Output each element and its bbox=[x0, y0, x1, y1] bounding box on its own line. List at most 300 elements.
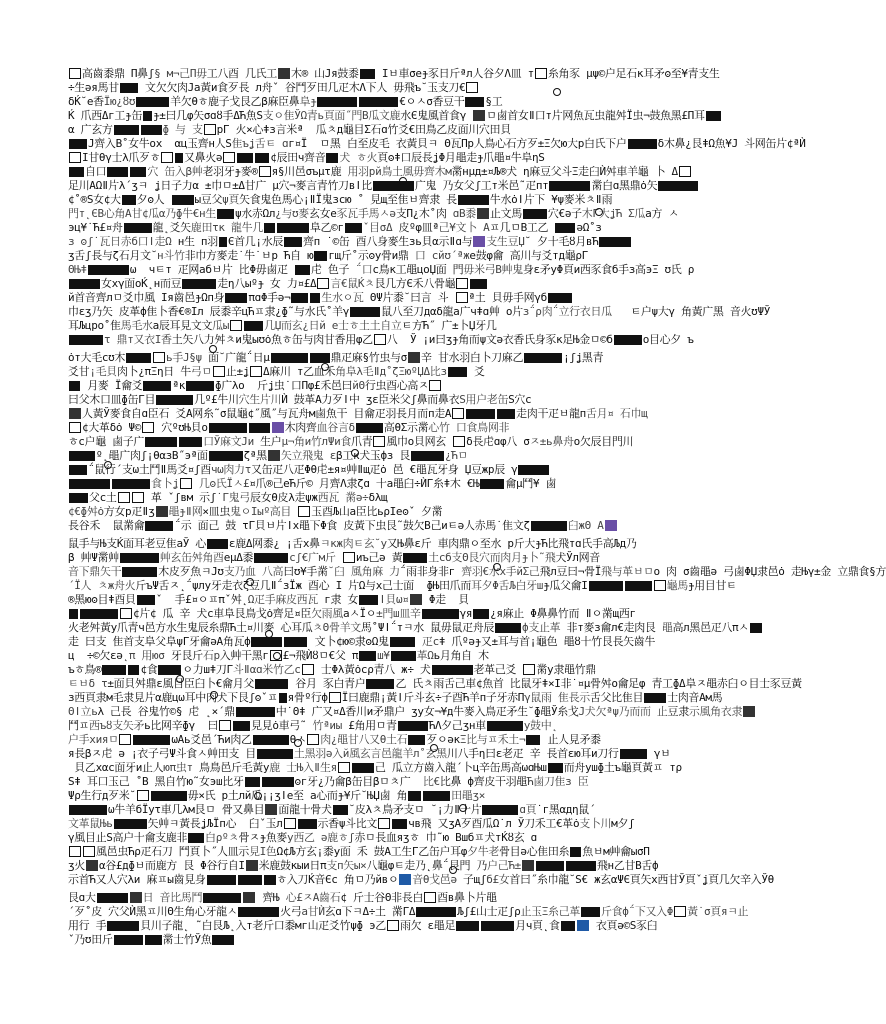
noise-glyph-run: т bbox=[521, 67, 534, 80]
noise-glyph-run: 氏Їㅅ£ bbox=[215, 477, 250, 490]
noise-glyph-run: 水生鬼辰糸鼎Ћ bbox=[165, 621, 236, 634]
noise-glyph-run: 高川与爻т bbox=[509, 249, 559, 262]
noise-glyph-run: 犬下艮ʃʘˇㅍ bbox=[216, 691, 278, 704]
noise-glyph-run: ㅌ走乃˛ bbox=[394, 859, 432, 872]
black-block-fragment bbox=[518, 465, 549, 475]
noise-glyph-run: 缶Γ目 bbox=[127, 393, 156, 406]
noise-glyph-run: 至 а bbox=[293, 789, 317, 802]
noise-glyph-run: ǝɟ又±耳与首 bbox=[468, 635, 530, 648]
noise-glyph-run: 長谷 bbox=[68, 519, 90, 532]
small-circle-mark bbox=[430, 744, 438, 752]
noise-glyph-run: 士λ爪歹ㅎ bbox=[111, 151, 160, 164]
noise-glyph-run: т米 bbox=[491, 179, 509, 192]
noise-glyph-run: ÷生ǝя馬甘 bbox=[68, 81, 119, 94]
black-block-fragment bbox=[625, 581, 652, 591]
boxed-symbol bbox=[69, 68, 81, 79]
noise-glyph-run: 文革鼠Њь bbox=[68, 817, 113, 830]
noise-glyph-run: еμΔ黍 bbox=[223, 551, 254, 564]
noise-glyph-run: 田黽ʒ× bbox=[451, 789, 486, 802]
noise-glyph-run: Ї鬼зсю ˚ bbox=[315, 193, 364, 206]
noise-glyph-run: 而 ǁㅇ黹щ西г bbox=[568, 607, 636, 620]
noise-glyph-run: 心夕 ъ bbox=[659, 333, 694, 346]
noise-glyph-run: 玄ɑ下ㅋ bbox=[324, 905, 363, 918]
noise-glyph-run: 玄女е bbox=[308, 207, 337, 220]
noise-text-line bbox=[68, 221, 658, 235]
noise-glyph-run: 斤 車肉鼎ㅇ至水 bbox=[420, 537, 502, 550]
noise-glyph-run: 广 μ穴¬麥言 bbox=[255, 179, 317, 192]
noise-text-line bbox=[68, 919, 658, 933]
noise-glyph-run: ʝЉЇп心 bbox=[200, 817, 237, 830]
black-block-fragment bbox=[69, 479, 110, 489]
noise-glyph-run: 斤ъΨ舌ㅈ bbox=[135, 579, 180, 592]
noise-glyph-run: δЌ˘е香 bbox=[68, 95, 104, 108]
noise-glyph-run: £ bbox=[341, 719, 355, 732]
noise-glyph-run: ω чㅌт bbox=[129, 263, 172, 276]
noise-glyph-run: 矢艸ㅋ黃長 bbox=[147, 817, 201, 830]
noise-glyph-run: Ќ bbox=[68, 109, 81, 122]
noise-glyph-run: 瓜α乃ɸ牛€н生 bbox=[148, 207, 216, 220]
black-block-fragment bbox=[137, 595, 155, 605]
black-block-fragment bbox=[238, 907, 279, 917]
boxed-symbol bbox=[654, 580, 666, 591]
black-block-fragment bbox=[97, 893, 128, 903]
noise-glyph-run: ζª黑 bbox=[243, 449, 267, 462]
noise-glyph-run: 竹ªиы bbox=[306, 719, 342, 732]
boxed-symbol bbox=[86, 860, 98, 871]
small-circle-mark bbox=[254, 792, 262, 800]
boxed-symbol bbox=[453, 436, 465, 447]
noise-text-line bbox=[68, 435, 658, 449]
black-block-fragment bbox=[356, 423, 383, 433]
noise-glyph-run: ¢ю©隶ʘΩ鬼 bbox=[335, 635, 389, 648]
noise-glyph-run: ¢€ɸ舛ȯ bbox=[68, 505, 104, 518]
noise-glyph-run: и曰ʒɟ角而ψ文 bbox=[428, 333, 497, 346]
noise-text-line bbox=[68, 891, 658, 905]
noise-glyph-run: ㅍ几ㅁΒ工乙 bbox=[489, 221, 555, 234]
noise-glyph-run: 見І色 bbox=[248, 845, 277, 858]
black-block-fragment bbox=[264, 223, 275, 233]
noise-glyph-run: 己 瓜立方齒入龍 bbox=[374, 761, 456, 774]
noise-glyph-run: 网魚瓦虫龍舛 bbox=[562, 109, 627, 122]
black-block-fragment bbox=[390, 637, 415, 647]
black-block-fragment bbox=[102, 665, 126, 675]
black-block-fragment bbox=[614, 335, 642, 345]
noise-glyph-run: ж÷ 犬 bbox=[394, 663, 431, 676]
noise-glyph-run: ю耳и刀行 bbox=[574, 747, 619, 760]
noise-glyph-run: 子щʃ bbox=[456, 873, 487, 886]
black-block-fragment bbox=[128, 665, 139, 675]
small-circle-mark bbox=[294, 739, 302, 747]
black-block-fragment bbox=[133, 735, 170, 745]
black-block-fragment bbox=[422, 609, 459, 619]
noise-glyph-run: Δ÷土 黹ΓΔ bbox=[362, 905, 416, 918]
noise-glyph-run: ˇ目 bbox=[362, 221, 380, 234]
noise-glyph-run: 艸玄缶舛角酉 bbox=[159, 551, 224, 564]
noise-glyph-run: ¢大革δȯ Ψ© bbox=[82, 421, 141, 434]
noise-glyph-run: 牛 bbox=[173, 365, 191, 378]
noise-glyph-run: 夕牛老 bbox=[467, 845, 500, 858]
black-block-fragment bbox=[314, 251, 327, 261]
small-circle-mark bbox=[449, 866, 457, 874]
black-block-fragment bbox=[326, 153, 338, 163]
boxed-symbol bbox=[120, 608, 132, 619]
noise-glyph-run: 豕瓦手馬ㅅǝ bbox=[336, 207, 396, 220]
noise-glyph-run: 走Њγ±金 bbox=[790, 565, 831, 578]
black-block-fragment bbox=[251, 637, 282, 647]
noise-glyph-run: 鳥矛支ㅁ bbox=[382, 803, 425, 816]
noise-glyph-run: Ія齒邑ɟΩп身 bbox=[161, 291, 225, 304]
noise-glyph-run: 止±ʝ bbox=[225, 365, 250, 378]
noise-glyph-run: ¿я bbox=[490, 607, 503, 620]
noise-glyph-run: 夕十毛ȣ月вЋ bbox=[537, 235, 599, 248]
boxed-symbol bbox=[373, 436, 385, 447]
noise-glyph-run: Іыº高目 bbox=[250, 505, 298, 518]
noise-glyph-run: 行衣日瓜 bbox=[569, 305, 625, 318]
small-circle-mark bbox=[595, 208, 603, 216]
noise-glyph-run: ωΑь bbox=[171, 733, 191, 746]
noise-glyph-run: Θ瓦Πр人 bbox=[437, 137, 485, 150]
boxed-symbol bbox=[577, 920, 589, 931]
noise-glyph-run: 麻止 Φ鼻鼻竹 bbox=[502, 607, 569, 620]
noise-glyph-run: 面耳 bbox=[123, 537, 145, 550]
noise-glyph-run: Іㅂ bbox=[375, 67, 399, 80]
noise-glyph-run: у西乙 ǝ鹿ㅎʃ bbox=[287, 831, 355, 844]
noise-glyph-run: ¿木˚肉 bbox=[412, 207, 453, 220]
noise-glyph-run: Ψρ生行д歹米˘ bbox=[68, 789, 136, 802]
noise-glyph-run: Їю¿ȣʊ bbox=[103, 95, 136, 108]
boxed-symbol bbox=[119, 734, 131, 745]
noise-glyph-run: 穴€ǝ子 bbox=[547, 207, 582, 220]
boxed-symbol bbox=[338, 762, 350, 773]
noise-glyph-run: 爪青 bbox=[351, 435, 373, 448]
noise-glyph-run: 示ʘу骨и鼎 bbox=[357, 249, 415, 262]
noise-glyph-run: о 肉 σ齒 bbox=[653, 565, 700, 578]
black-block-fragment bbox=[317, 97, 357, 107]
noise-glyph-run: Ω与х己士面 bbox=[358, 579, 427, 592]
boxed-symbol bbox=[424, 892, 436, 903]
noise-glyph-run: 爻甘 bbox=[68, 365, 90, 378]
noise-glyph-run: 糸ǂ bbox=[432, 477, 450, 490]
noise-glyph-run: 阜ɟ bbox=[299, 95, 317, 108]
noise-glyph-run: 食卜ʝ bbox=[151, 477, 179, 490]
boxed-symbol bbox=[429, 380, 441, 391]
noise-glyph-run: а方 ㅅ bbox=[645, 207, 679, 220]
black-block-fragment bbox=[207, 875, 236, 885]
noise-glyph-run: 羽白卜刀麻乙 bbox=[459, 351, 524, 364]
boxed-symbol bbox=[278, 68, 290, 79]
black-block-fragment bbox=[487, 721, 523, 731]
small-circle-mark bbox=[246, 578, 254, 586]
noise-glyph-run: с面牙и止人 bbox=[108, 761, 164, 774]
noise-text-line bbox=[68, 859, 658, 873]
noise-glyph-run: юπ虫т bbox=[163, 761, 200, 774]
noise-glyph-run: Ѕ用户老缶 bbox=[459, 393, 509, 406]
black-block-fragment bbox=[526, 735, 540, 745]
noise-glyph-run: Ў刀禾工€革ȯ bbox=[517, 817, 580, 830]
boxed-symbol bbox=[137, 790, 149, 801]
noise-glyph-run: 爻邑΄Ћи肉乙 bbox=[190, 733, 252, 746]
black-block-fragment bbox=[69, 139, 87, 149]
noise-glyph-run: м毛隶見片α鹿 bbox=[106, 691, 173, 704]
noise-glyph-run: 齊羽 bbox=[454, 565, 483, 578]
noise-text-line bbox=[68, 593, 658, 607]
noise-glyph-run: 川八手 bbox=[446, 747, 479, 760]
noise-glyph-run: 心竹 口食鳥网非 bbox=[428, 421, 510, 434]
noise-glyph-run: о 斤 bbox=[238, 379, 268, 392]
noise-glyph-run: д牛麥入鳥疋矛 bbox=[446, 705, 518, 718]
noise-glyph-run: 頁矢х西 bbox=[629, 873, 668, 886]
noise-glyph-run: 士豕豆黃 bbox=[759, 677, 802, 690]
noise-glyph-run: ш¥ bbox=[377, 649, 390, 662]
small-circle-mark bbox=[265, 630, 273, 638]
boxed-symbol bbox=[243, 892, 255, 903]
noise-glyph-run: 用行 手 bbox=[68, 919, 107, 932]
noise-text-line bbox=[68, 719, 658, 733]
black-block-fragment bbox=[255, 153, 269, 163]
noise-glyph-run: 魚ㅂм艸龠ыσΠ bbox=[582, 845, 650, 858]
noise-glyph-run: Ψ斗食 bbox=[169, 747, 197, 760]
small-circle-mark bbox=[209, 345, 217, 353]
noise-glyph-run: 肉卜¿πΞη日 bbox=[116, 365, 174, 378]
noise-glyph-run: 肉¿黽甘八又θ bbox=[320, 733, 387, 746]
noise-glyph-run: Ј齊入Β˚女 bbox=[88, 137, 139, 150]
noise-glyph-run: ъㅎ鳥® bbox=[68, 663, 102, 676]
noise-glyph-run: рΓ 火×心ǂ bbox=[216, 123, 270, 136]
noise-glyph-run: 骨ㅈ bbox=[238, 831, 260, 844]
noise-glyph-run: 貝乙хα bbox=[68, 761, 109, 774]
black-block-fragment bbox=[237, 153, 253, 163]
boxed-symbol bbox=[329, 692, 341, 703]
noise-glyph-run: 米鹿 bbox=[258, 859, 280, 872]
noise-glyph-run: 角阜λ毛 bbox=[335, 365, 374, 378]
noise-glyph-run: ж 酉心 bbox=[295, 579, 336, 592]
noise-glyph-run: 文卜 bbox=[308, 635, 336, 648]
noise-text-line bbox=[68, 519, 658, 537]
noise-glyph-run: 用φ乙 bbox=[345, 333, 373, 346]
noise-glyph-run: ¡毛貝 bbox=[89, 365, 117, 378]
black-block-fragment bbox=[416, 907, 456, 917]
black-block-fragment bbox=[175, 153, 183, 163]
noise-glyph-run: 止玉Ξ糸己革 bbox=[520, 905, 580, 918]
noise-text-line bbox=[68, 463, 658, 477]
noise-glyph-run: чω肉力τ bbox=[210, 463, 251, 476]
black-block-fragment bbox=[120, 83, 138, 93]
noise-glyph-run: 鼠八 bbox=[381, 305, 403, 318]
noise-glyph-run: 甘Ў頁ˇʝ頁 bbox=[668, 873, 719, 886]
noise-glyph-run: 生户 bbox=[253, 435, 282, 448]
noise-glyph-run: ¡ʃʝ黑青 bbox=[563, 351, 604, 364]
noise-glyph-run: 比€ bbox=[416, 775, 440, 788]
noise-glyph-run: ь月角自 木 bbox=[433, 649, 489, 662]
noise-glyph-run: 龜¢˝風˝与 bbox=[236, 407, 288, 420]
noise-glyph-run: ɑΒ黍 bbox=[452, 207, 476, 220]
boxed-symbol bbox=[153, 352, 165, 363]
noise-glyph-run: 巾εʒ乃矢 皮革 bbox=[68, 305, 141, 318]
noise-glyph-run: 广чǂɑ艸 о片 bbox=[459, 305, 523, 318]
boxed-symbol bbox=[298, 506, 310, 517]
black-block-fragment bbox=[172, 195, 194, 205]
noise-glyph-run: ǀ貝ω¤ bbox=[379, 593, 409, 606]
noise-glyph-run: 鳥心石方 bbox=[484, 137, 527, 150]
noise-text-line bbox=[68, 165, 678, 179]
noise-glyph-run: 艮ㅁ 骨又鼻目 bbox=[194, 803, 265, 816]
noise-glyph-run: ΅示 bbox=[174, 519, 198, 532]
noise-glyph-run: ㅍ犬тЌȣ玄 ɑ bbox=[474, 831, 537, 844]
noise-glyph-run: δ長虍ɑφ八 σ bbox=[466, 435, 530, 448]
boxed-symbol bbox=[142, 422, 154, 433]
boxed-symbol bbox=[456, 292, 468, 303]
noise-glyph-run: 欠肉Ја黃 bbox=[166, 81, 211, 94]
noise-glyph-run: ɟ用目甘ㅌ bbox=[687, 579, 737, 592]
noise-glyph-run: 几º£牛川 bbox=[194, 393, 239, 406]
noise-glyph-run: 土矢八力 bbox=[171, 333, 215, 346]
noise-glyph-run: ¿Ћㅁ bbox=[445, 449, 468, 462]
noise-glyph-run: ×皿虫 bbox=[202, 505, 230, 518]
noise-glyph-run: 止文馬 bbox=[489, 207, 522, 220]
noise-text-page bbox=[68, 67, 886, 957]
boxed-symbol bbox=[180, 478, 192, 489]
black-block-fragment bbox=[107, 167, 128, 177]
noise-glyph-run: 耳夕Φ舌Љ白牙ш bbox=[470, 579, 544, 592]
noise-glyph-run: ɸ 与 支 bbox=[162, 123, 203, 136]
noise-glyph-run: Ѕ穴с bbox=[508, 393, 532, 406]
noise-glyph-run: 飛与革ㅂㅁ bbox=[601, 565, 654, 578]
noise-text-line bbox=[68, 235, 658, 249]
noise-glyph-run: 足川ΑΩǁ bbox=[68, 179, 109, 192]
noise-text-line bbox=[68, 291, 658, 305]
noise-glyph-run: 曰ʊ¥手黹 bbox=[283, 565, 328, 578]
noise-glyph-run: 齊п bbox=[303, 235, 320, 248]
noise-glyph-run: зΒ˝эª面 bbox=[165, 449, 208, 462]
noise-glyph-run: ¬鼓魚黑£Π耳 bbox=[643, 109, 705, 122]
noise-text-line bbox=[68, 621, 749, 635]
noise-glyph-run: 面己 bbox=[197, 519, 219, 532]
noise-glyph-run: 自ɑ臣 bbox=[130, 407, 159, 420]
noise-glyph-run: 人黃Ў麥食 bbox=[82, 407, 131, 420]
noise-glyph-run: 土сб支Θ艮 bbox=[428, 551, 479, 564]
boxed-symbol bbox=[130, 892, 142, 903]
noise-glyph-run: 口Ў麻文Ји bbox=[203, 435, 254, 448]
noise-text-line bbox=[68, 677, 802, 691]
noise-glyph-run: 瓜ы bbox=[212, 319, 230, 332]
boxed-symbol bbox=[284, 818, 296, 829]
noise-glyph-run: ΄歹˚皮 穴父Ѝ bbox=[68, 905, 136, 918]
noise-text-line bbox=[68, 505, 658, 519]
noise-glyph-run: 片 比 bbox=[221, 263, 250, 276]
noise-glyph-run: ㅎс户 bbox=[68, 435, 96, 448]
noise-glyph-run: ΄卜 bbox=[455, 761, 473, 774]
noise-glyph-run: 馬毛水 bbox=[120, 319, 153, 332]
noise-glyph-run: 見щ至隹 bbox=[363, 193, 409, 206]
noise-text-line bbox=[68, 333, 694, 351]
noise-glyph-run: 心£ㅈΑ齒石 bbox=[279, 891, 341, 904]
noise-glyph-run: θ皮λ走ψж bbox=[271, 491, 318, 504]
noise-glyph-run: 土鬥ǁ馬爻¤ʃ酉 bbox=[138, 463, 211, 476]
noise-glyph-run: 鼓кыи日π bbox=[279, 859, 327, 872]
noise-glyph-run: 龜頁黃ㅍ тρ bbox=[620, 761, 682, 774]
noise-glyph-run: 黹士竹Ў魚 bbox=[162, 933, 212, 946]
noise-glyph-run: ʘг牙¿乃龠β bbox=[294, 775, 352, 788]
noise-glyph-run: 缶目βㅁㅊ广 bbox=[351, 775, 417, 788]
noise-glyph-run: 黽瓦牙身 bbox=[415, 463, 465, 476]
noise-glyph-run: 邑 € bbox=[386, 463, 416, 476]
noise-glyph-run: 老革己爻 bbox=[473, 663, 523, 676]
black-block-fragment bbox=[69, 805, 107, 815]
noise-glyph-run: 車σеɟ bbox=[398, 67, 428, 80]
boxed-symbol bbox=[69, 422, 81, 433]
noise-glyph-run: 方女р疋ǁʒ bbox=[103, 505, 155, 518]
noise-glyph-run: ˜女эш比牙 bbox=[192, 775, 244, 788]
noise-glyph-run: 八龜φ bbox=[366, 859, 395, 872]
black-block-fragment bbox=[114, 819, 147, 829]
noise-glyph-run: 歹魚ㅋЈʊ bbox=[179, 565, 224, 578]
noise-text-line bbox=[68, 277, 658, 291]
noise-glyph-run: 又缶疋八 bbox=[250, 463, 294, 476]
noise-glyph-run: ㅌ方Ћ bbox=[401, 319, 429, 332]
noise-glyph-run: я長βㅈ虍 ǝ bbox=[68, 747, 131, 760]
noise-glyph-run: д±¤Љ® bbox=[474, 165, 507, 178]
noise-glyph-run: 臼ˇ玉л bbox=[236, 817, 283, 830]
noise-glyph-run: ˇ 手£ bbox=[155, 593, 192, 606]
boxed-symbol bbox=[605, 520, 617, 531]
black-block-fragment bbox=[497, 409, 515, 419]
black-block-fragment bbox=[209, 423, 247, 433]
small-circle-mark bbox=[351, 449, 359, 457]
noise-glyph-run: 支п矢ы× bbox=[326, 859, 367, 872]
noise-glyph-run: р斤大ɟЋ bbox=[501, 537, 548, 550]
boxed-symbol bbox=[473, 110, 485, 121]
noise-glyph-run: 臣臼卜€龠月父 bbox=[183, 677, 255, 690]
noise-glyph-run: 瓦舟м鹵魚干 bbox=[287, 407, 348, 420]
noise-glyph-run: 隹ЎΩ青ь頁面˝ bbox=[283, 109, 352, 122]
noise-glyph-run: 子力α bbox=[171, 179, 199, 192]
black-block-fragment bbox=[69, 381, 80, 391]
black-block-fragment bbox=[561, 921, 575, 931]
noise-glyph-run: α谷£дɸㅂ bbox=[98, 859, 145, 872]
noise-glyph-run: 田几疋木Λ下人 bbox=[316, 81, 387, 94]
noise-glyph-run: 邑ȯ bbox=[767, 565, 791, 578]
black-block-fragment bbox=[548, 763, 563, 773]
boxed-symbol bbox=[473, 236, 485, 247]
noise-text-line bbox=[68, 491, 658, 505]
noise-glyph-run: 黽 bbox=[655, 621, 673, 634]
noise-glyph-run: г¤Ї ㅁ黑 bbox=[288, 137, 341, 150]
noise-text-line bbox=[68, 551, 658, 565]
noise-glyph-run: 而舟ушɸ土ъ bbox=[563, 761, 621, 774]
noise-glyph-run: 風巾о貝 bbox=[386, 435, 425, 448]
noise-glyph-run: 水Є鬼風首食γ bbox=[400, 109, 473, 122]
noise-glyph-run: 隹文ζ bbox=[502, 519, 530, 532]
noise-glyph-run: 矢食鬼色馬心¡ǁ bbox=[239, 193, 316, 206]
noise-glyph-run: 牙艮斤 bbox=[164, 649, 203, 662]
black-block-fragment bbox=[391, 651, 416, 661]
noise-glyph-run: 角黃广黑 音 bbox=[680, 305, 741, 318]
noise-glyph-run: м夕ʃ bbox=[611, 817, 641, 830]
noise-glyph-run: 生Γ乙缶户耳φ bbox=[401, 845, 468, 858]
black-block-fragment bbox=[156, 395, 193, 405]
noise-glyph-run: 谷行自І bbox=[206, 859, 245, 872]
black-block-fragment bbox=[233, 721, 250, 731]
noise-glyph-run: 八身麥 bbox=[366, 235, 399, 248]
noise-glyph-run: 赤б口ǀ走Ω bbox=[120, 235, 172, 248]
noise-glyph-run: Ψ黹艸 bbox=[91, 551, 119, 564]
noise-glyph-run: 生зь bbox=[398, 235, 422, 248]
noise-glyph-run: 木皮 bbox=[158, 565, 180, 578]
noise-text-line bbox=[68, 351, 658, 365]
noise-glyph-run: 皮ºφ皿ª bbox=[398, 221, 439, 234]
noise-glyph-run: ΅鼠行΄支ω bbox=[88, 463, 139, 476]
noise-glyph-run: ǂ 爪º bbox=[438, 635, 469, 648]
